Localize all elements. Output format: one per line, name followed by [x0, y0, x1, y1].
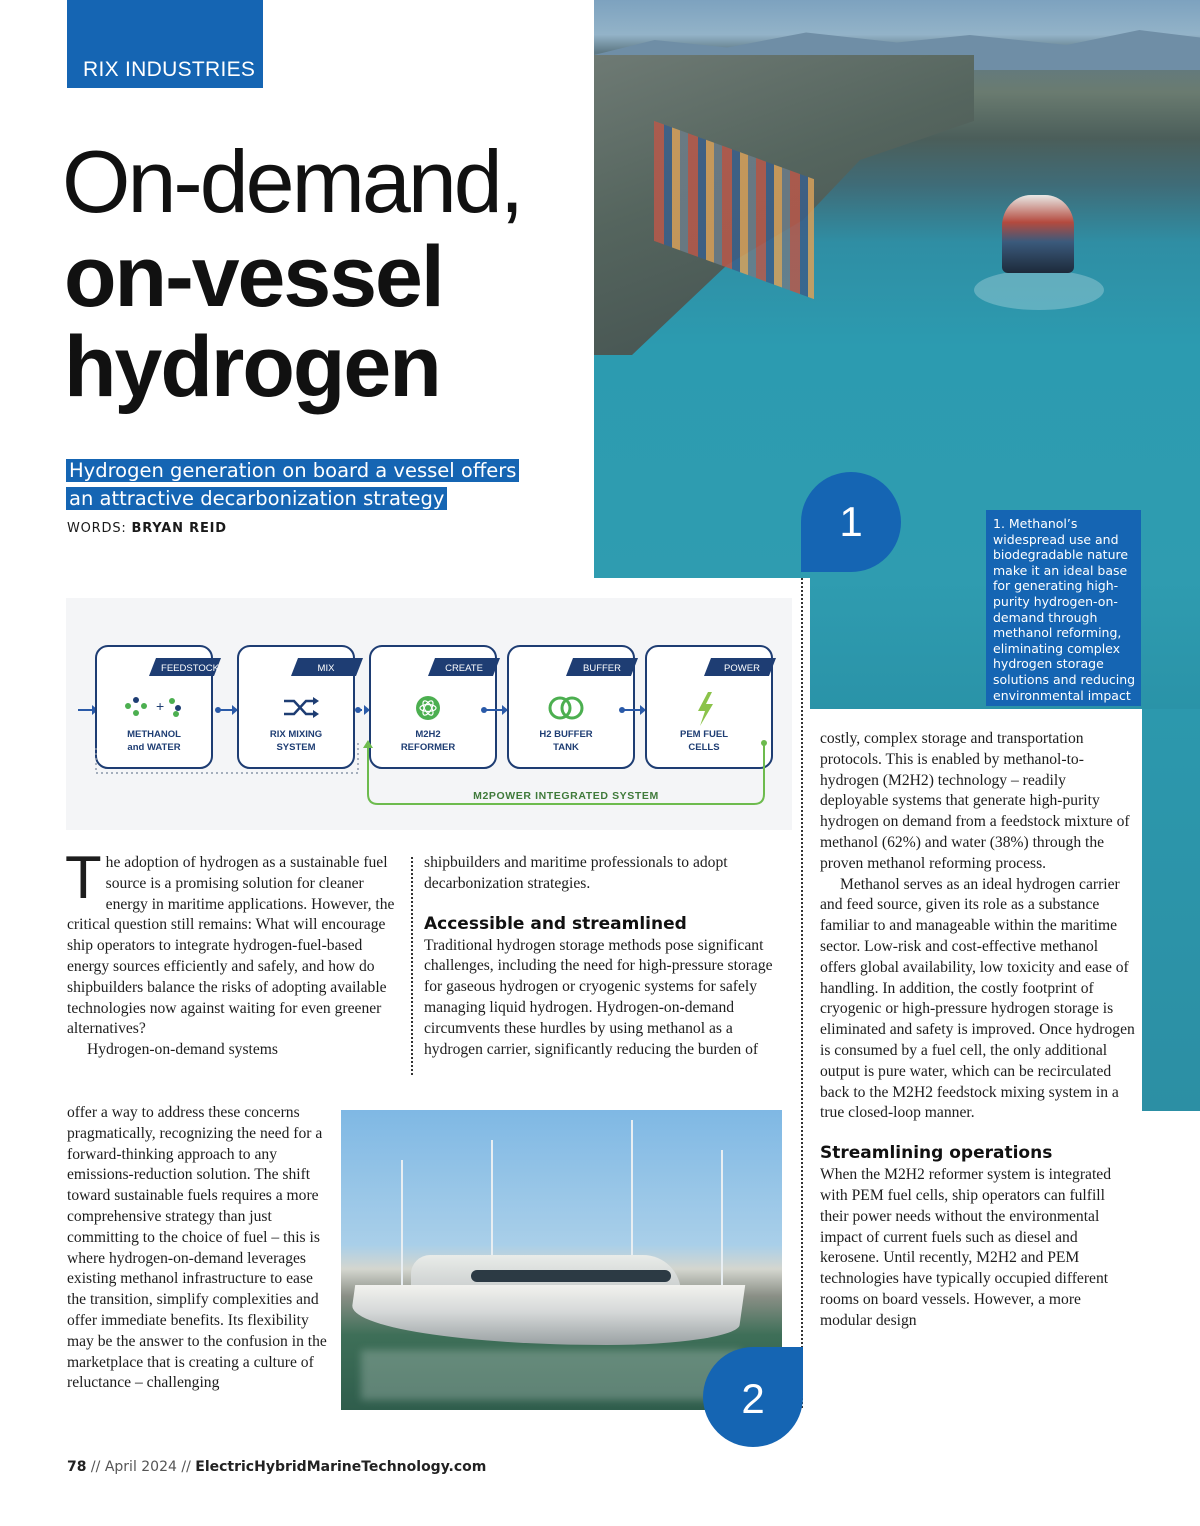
column-divider [801, 578, 803, 1408]
headline-line-1: On-demand, [62, 132, 522, 231]
paragraph-3: shipbuilders and maritime professionals to adopt decarbonization strategies. [424, 854, 728, 892]
body-column-1 [65, 844, 403, 1061]
figure-2-number: 2 [741, 1375, 765, 1422]
footer-separator: // [176, 1459, 196, 1475]
website: ElectricHybridMarineTechnology.com [195, 1459, 487, 1475]
standfirst-line-1: Hydrogen generation on board a vessel offers [66, 459, 519, 482]
stage-line-2: CELLS [688, 742, 720, 753]
figure-1-number: 1 [839, 498, 863, 545]
stage-line-2: and WATER [127, 742, 181, 753]
paragraph-6: Methanol serves as an ideal hydrogen carrier and feed source, given its role as a substance familiar to and manageable within the maritime sector. Low-risk and cost-effective methanol offers global availability, low toxicity and ease of handling. In addition, the costly footprint of cryogenic or high-pressure hydrogen storage is eliminated and safety is improved. Once hydrogen is consumed by a fuel cell, the only additional output is pure water, which can be recirculated back to the M2H2 feedstock mixing system in a true closed-loop manner. [820, 875, 1135, 1122]
body-column-1-continued [67, 1103, 329, 1394]
drop-cap: T [65, 844, 102, 911]
stage-tag: POWER [724, 663, 760, 674]
paragraph-5: costly, complex storage and transportation protocols. This is enabled by methanol-to-hydrogen (M2H2) technology – readily deployable systems that generate high-purity hydrogen on demand from a feedstock mixture of methanol (62%) and water (38%) through the proven methanol reforming process. [820, 730, 1130, 872]
atom-icon [416, 696, 440, 720]
process-diagram [66, 598, 792, 830]
stage-line-1: H2 BUFFER [539, 729, 593, 740]
photo-mast [401, 1160, 403, 1290]
photo-mast [721, 1150, 723, 1290]
subheading-accessible: Accessible and streamlined [424, 913, 687, 934]
stage-line-2: REFORMER [400, 742, 456, 753]
paragraph-4: Traditional hydrogen storage methods pose significant challenges, including the need for high-pressure storage for gaseous hydrogen or cryogenic systems for safely managing liquid hydrogen. Hydrogen-on-demand circumvents these hurdles by using methanol as a hydrogen carrier, significantly reducing the burden of [424, 936, 773, 1058]
page-footer [67, 1459, 486, 1475]
headline-bold [64, 229, 443, 415]
section-label: RIX INDUSTRIES [83, 58, 256, 81]
stage-line-1: METHANOL [127, 729, 181, 740]
page-number: 78 [67, 1459, 87, 1475]
stage-line-1: M2H2 [415, 729, 441, 740]
figure-1-caption: 1. Methanol’s widespread use and biodegradable nature make it an ideal base for generating high-purity hydrogen-on-demand through methanol reforming, eliminating complex hydrogen storage solutions and reducing environmental impact [986, 510, 1141, 706]
body-column-2 [424, 853, 780, 1060]
standfirst-line-2: an attractive decarbonization strategy [66, 487, 447, 510]
harbor-photo [594, 0, 1200, 578]
issue-date: April 2024 [104, 1459, 177, 1475]
figure-2-badge [703, 1347, 803, 1447]
photo-container-ship [1002, 195, 1074, 273]
section-tab [67, 0, 263, 88]
arrow-1 [215, 705, 238, 715]
paragraph-2-continued: offer a way to address these concerns pragmatically, recognizing the need for a forward-thinking approach to any emissions-reduction solution. The shift toward sustainable fuels requires a more comprehensive strategy than just committing to the choice of fuel – this is where hydrogen-on-demand leverages existing methanol infrastructure to ease the transition, simplify complexities and offer immediate benefits. Its flexibility may be the answer to the confusion in the marketplace that is creating a culture of reluctance – challenging [67, 1104, 327, 1392]
photo-yacht-windows [471, 1270, 671, 1282]
paragraph-2-start: Hydrogen-on-demand systems [87, 1041, 278, 1059]
stage-line-2: TANK [553, 742, 579, 753]
diagram-stage-buffer [508, 646, 638, 768]
footer-separator: // [86, 1459, 105, 1475]
system-label: M2POWER INTEGRATED SYSTEM [473, 790, 659, 802]
byline [67, 521, 227, 536]
subheading-streamlining: Streamlining operations [820, 1143, 1053, 1164]
harbor-photo-strip [1142, 709, 1200, 1111]
figure-1-badge [801, 472, 901, 572]
stage-tag: FEEDSTOCK [161, 663, 219, 674]
standfirst [66, 457, 519, 513]
arrow-2 [355, 705, 370, 715]
stage-line-1: RIX MIXING [269, 729, 323, 740]
stage-tag: CREATE [445, 663, 483, 674]
paragraph-1: he adoption of hydrogen as a sustainable fuel source is a promising solution for cleaner energy in maritime applications. However, the critical question still remains: What will encourage ship operators to integrate hydrogen-fuel-based energy sources efficiently and safely, and how do shipbuilders balance the risks of adopting available technologies now against waiting for even greener alternatives? [67, 854, 395, 1038]
svg-text:+: + [156, 698, 165, 714]
photo-yacht-hull [347, 1285, 745, 1345]
stage-tag: MIX [317, 663, 335, 674]
headline-line-3: hydrogen [64, 319, 440, 415]
byline-label: WORDS: [67, 521, 132, 536]
diagram-stage-create [370, 646, 500, 768]
stage-line-2: SYSTEM [276, 742, 316, 753]
stage-line-1: PEM FUEL [679, 729, 729, 740]
diagram-stage-power [646, 646, 776, 768]
photo-water-reflection [361, 1350, 741, 1400]
paragraph-7: When the M2H2 reformer system is integrated with PEM fuel cells, ship operators can fulfill their power needs without the environmental impact of current fuels such as diesel and kerosene. Until recently, M2H2 and PEM technologies have typically occupied different rooms on board vessels. However, a more modular design [820, 1166, 1111, 1329]
diagram-stage-feedstock [96, 646, 221, 768]
byline-author: BRYAN REID [131, 521, 227, 536]
column-divider-short [411, 857, 413, 1075]
diagram-stage-mix [238, 646, 363, 768]
photo-wake [974, 270, 1104, 310]
stage-tag: BUFFER [583, 663, 621, 674]
headline-line-2: on-vessel [64, 229, 443, 325]
body-column-3 [820, 729, 1136, 1332]
